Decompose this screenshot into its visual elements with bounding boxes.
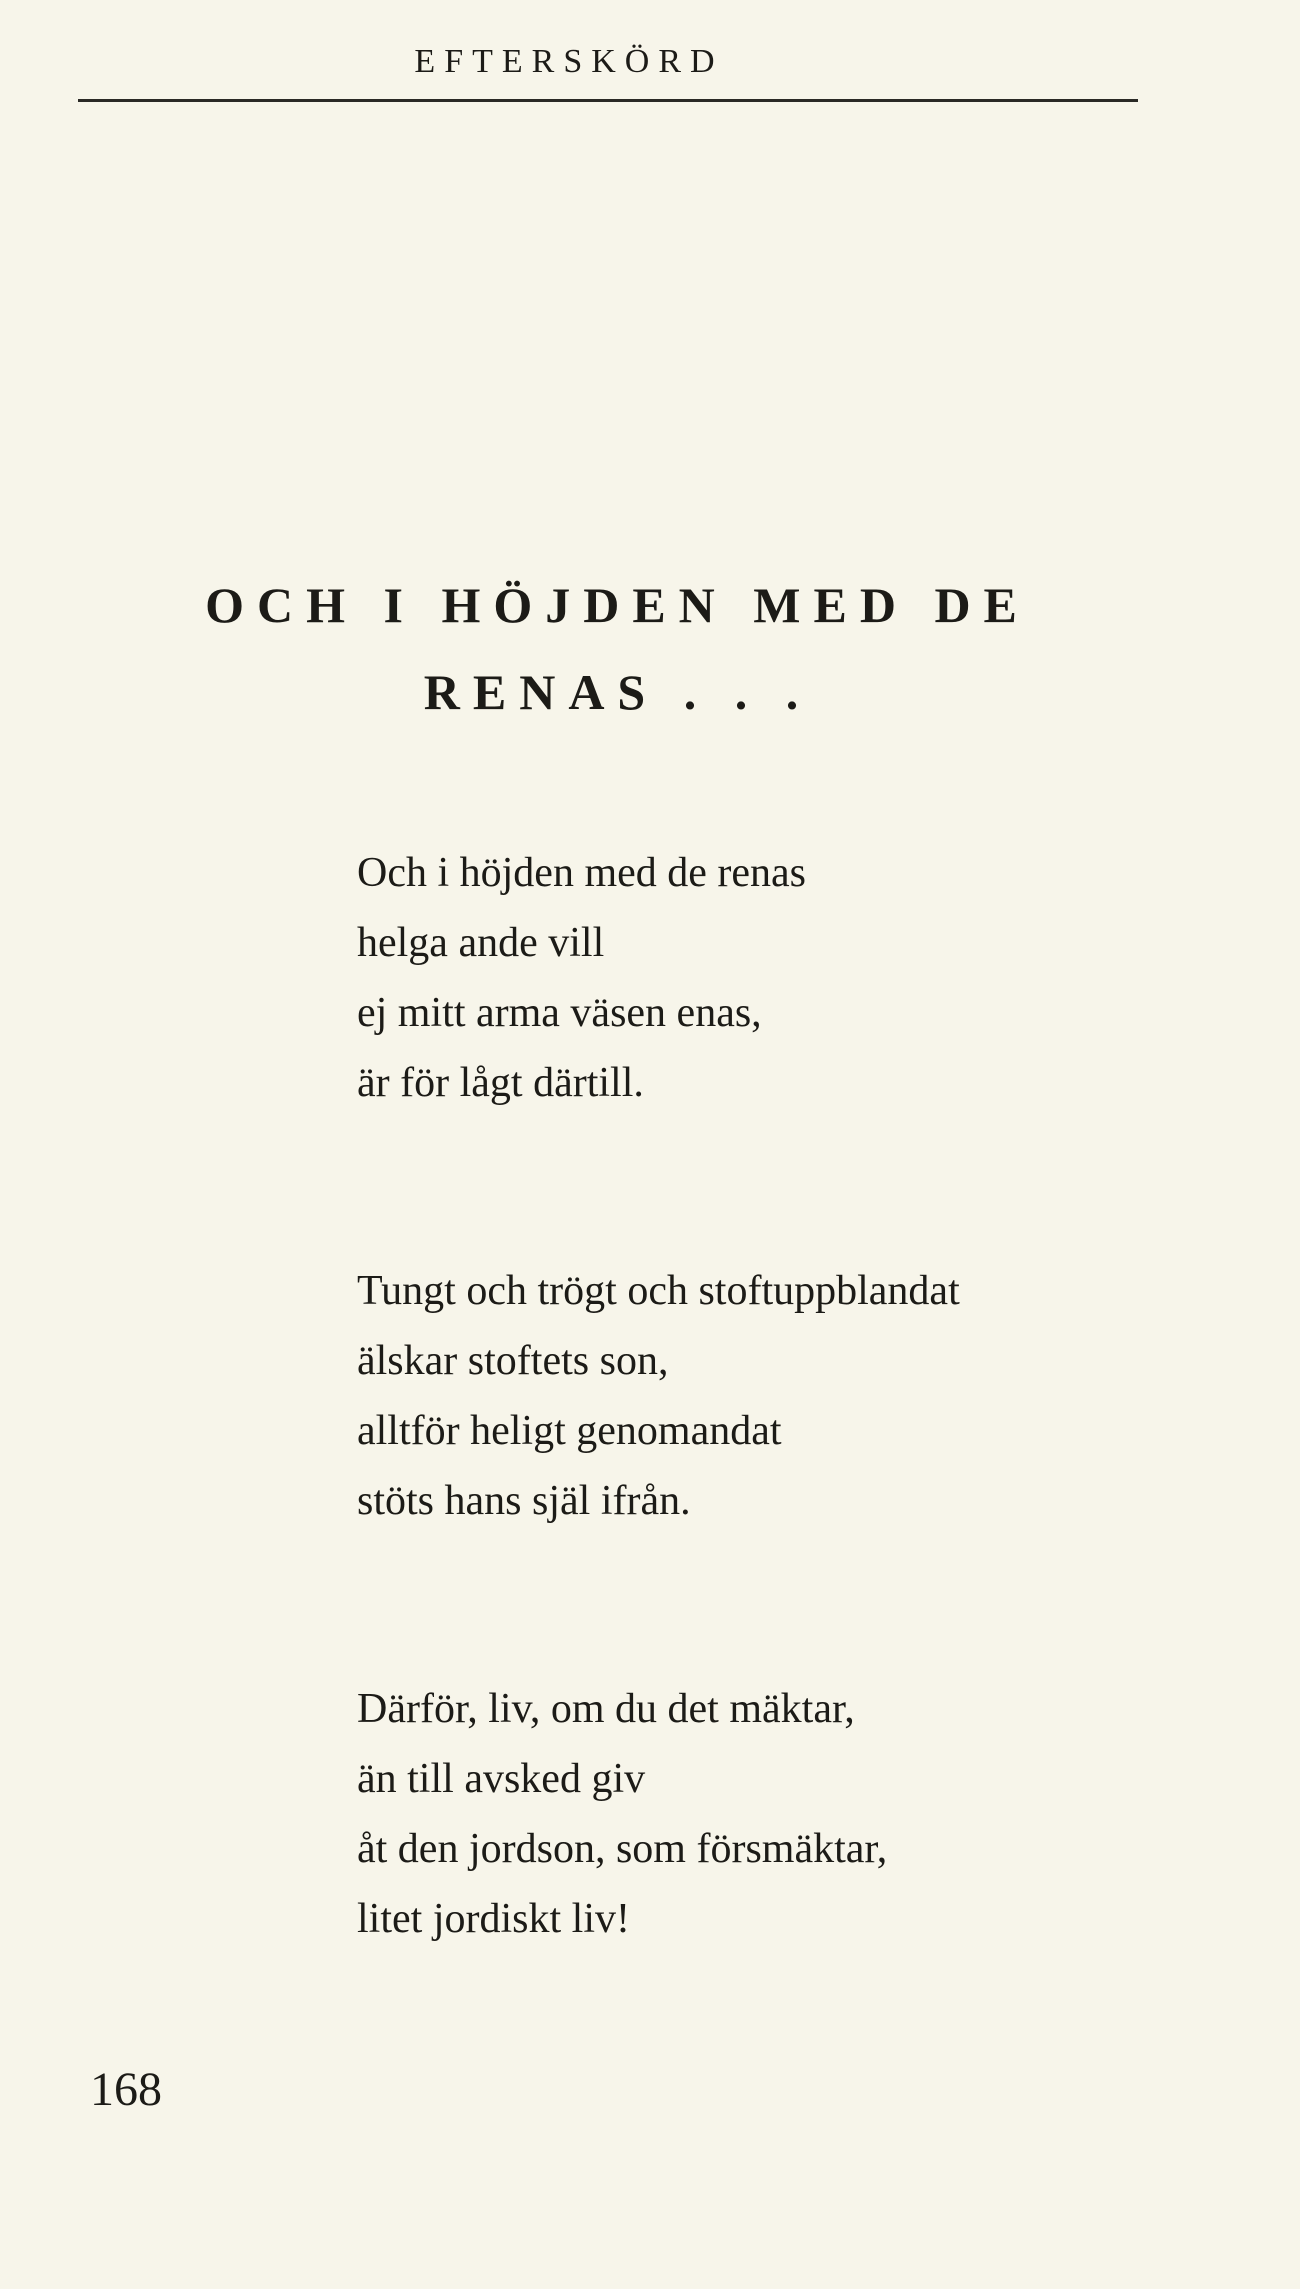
stanza-3	[357, 1674, 1157, 1954]
verse-line: Därför, liv, om du det mäktar,	[357, 1686, 855, 1732]
verse-line: stöts hans själ ifrån.	[357, 1478, 691, 1524]
verse-line: älskar stoftets son,	[357, 1338, 669, 1384]
verse-line: än till avsked giv	[357, 1756, 646, 1802]
poem-body	[357, 838, 1157, 2092]
verse-line: ej mitt arma väsen enas,	[357, 990, 762, 1036]
verse-line: Och i höjden med de renas	[357, 850, 807, 896]
verse-line: är för lågt därtill.	[357, 1060, 644, 1106]
page-number: 168	[90, 2063, 162, 2116]
verse-line: litet jordiskt liv!	[357, 1896, 630, 1942]
poem-title-line-1: OCH I HÖJDEN MED DE	[205, 577, 1030, 633]
verse-line: åt den jordson, som försmäktar,	[357, 1826, 888, 1872]
verse-line: helga ande vill	[357, 920, 605, 966]
verse-line: alltför heligt genomandat	[357, 1408, 782, 1454]
stanza-1	[357, 838, 1157, 1118]
stanza-2	[357, 1256, 1157, 1536]
verse-line: Tungt och trögt och stoftuppblandat	[357, 1268, 960, 1314]
poem-title-line-2: RENAS . . .	[423, 664, 812, 720]
header-rule	[78, 99, 1138, 102]
running-head: EFTERSKÖRD	[414, 43, 724, 80]
